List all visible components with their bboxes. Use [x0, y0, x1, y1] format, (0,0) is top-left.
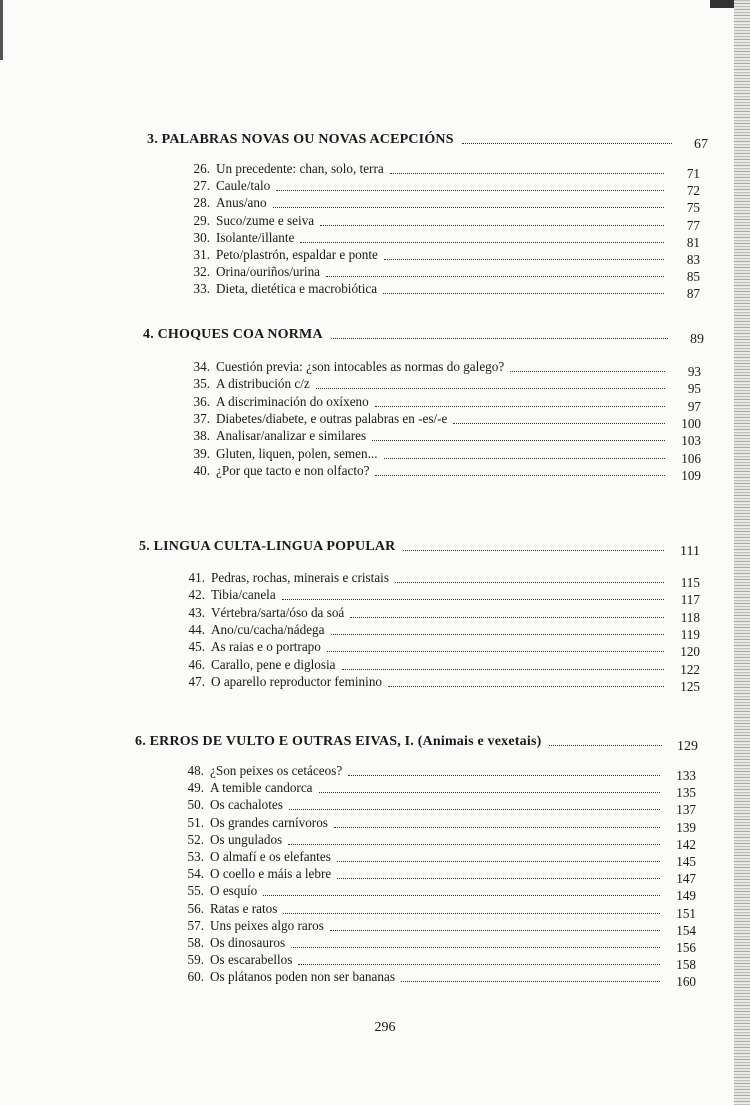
toc-entry: [188, 194, 700, 216]
dot-leader: [510, 370, 665, 372]
section-page-number: 89: [690, 332, 704, 347]
entry-number: 51.: [187, 814, 204, 830]
toc-entry: [182, 951, 696, 973]
entry-title: Anus/ano: [216, 195, 267, 211]
entry-page-number: 133: [676, 768, 696, 783]
entry-title: Suco/zume e seiva: [216, 212, 315, 228]
entry-page-number: 160: [676, 974, 696, 990]
dot-leader: [390, 172, 664, 174]
toc-entry: [182, 865, 696, 887]
entry-page-number: 83: [686, 252, 700, 267]
section-title: 3. PALABRAS NOVAS OU NOVAS ACEPCIÓNS: [147, 132, 454, 147]
entry-title: Diabetes/diabete, e outras palabras en -es/-e: [216, 410, 448, 426]
toc-entry: [188, 358, 701, 379]
dot-leader: [273, 206, 664, 208]
entry-page-number: 125: [680, 678, 700, 694]
entry-number: 45.: [188, 639, 205, 655]
dot-leader: [462, 142, 672, 144]
dot-leader: [283, 912, 660, 914]
entry-page-number: 87: [686, 286, 700, 302]
dot-leader: [337, 860, 660, 862]
toc-entry: [182, 762, 696, 783]
entry-number: 50.: [187, 797, 204, 813]
section-title: 5. LINGUA CULTA-LINGUA POPULAR: [139, 539, 396, 554]
dot-leader: [372, 439, 665, 441]
dot-leader: [291, 946, 660, 948]
entry-number: 57.: [187, 917, 204, 933]
dot-leader: [342, 668, 664, 670]
entry-page-number: 118: [680, 609, 700, 625]
entry-page-number: 71: [686, 166, 700, 181]
dot-leader: [350, 616, 664, 618]
entry-number: 60.: [187, 969, 204, 985]
entry-page-number: 137: [676, 802, 696, 818]
entry-title: Os plátanos poden non ser bananas: [210, 969, 395, 985]
toc-entry: [182, 814, 696, 835]
entry-number: 36.: [193, 393, 210, 409]
entry-title: O almafí e os elefantes: [210, 849, 331, 864]
entry-title: Orina/ouriños/urina: [216, 264, 321, 280]
dot-leader: [384, 457, 665, 459]
entry-number: 39.: [193, 445, 210, 461]
entry-page-number: 72: [686, 183, 700, 199]
entry-title: ¿Por que tacto e non olfacto?: [216, 462, 370, 478]
toc-entry: [182, 968, 696, 990]
entry-number: 28.: [193, 195, 210, 211]
entry-page-number: 147: [676, 871, 696, 887]
dot-leader: [334, 826, 660, 828]
toc-entry: [182, 848, 696, 869]
dot-leader: [549, 744, 662, 746]
toc-entry: [188, 263, 700, 285]
toc-entry: [188, 280, 700, 302]
entry-title: O esquío: [210, 883, 258, 899]
entry-number: 48.: [187, 763, 204, 778]
entry-title: Un precedente: chan, solo, terra: [216, 161, 384, 176]
entry-title: Peto/plastrón, espaldar e ponte: [216, 247, 378, 262]
entry-page-number: 122: [680, 661, 700, 677]
dot-leader: [331, 337, 668, 339]
dot-leader: [326, 275, 664, 277]
scan-edge-right: [734, 0, 750, 1105]
entry-number: 27.: [193, 178, 210, 194]
dot-leader: [375, 474, 665, 476]
entry-number: 58.: [187, 935, 204, 950]
toc-entry: [182, 779, 696, 801]
entry-title: Analisar/analizar e similares: [216, 428, 367, 444]
toc-entry: [182, 917, 696, 938]
entry-page-number: 117: [680, 592, 700, 608]
entry-number: 26.: [193, 161, 210, 176]
entry-title: Isolante/illante: [216, 229, 295, 245]
entry-page-number: 115: [680, 575, 700, 590]
entry-number: 38.: [193, 428, 210, 444]
entry-number: 59.: [187, 952, 204, 968]
entry-title: Tibia/canela: [211, 587, 276, 603]
toc-entry: [188, 462, 701, 483]
entry-page-number: 120: [680, 644, 700, 660]
dot-leader: [331, 633, 665, 635]
entry-number: 47.: [188, 673, 205, 689]
entry-page-number: 103: [681, 433, 701, 449]
entry-number: 30.: [193, 229, 210, 245]
entry-number: 42.: [188, 587, 205, 603]
dot-leader: [384, 258, 664, 260]
section-page-number: 67: [694, 137, 708, 152]
entry-number: 56.: [187, 900, 204, 916]
entry-number: 34.: [193, 359, 210, 374]
dot-leader: [300, 241, 664, 243]
dot-leader: [263, 894, 660, 896]
entry-page-number: 154: [676, 922, 696, 938]
toc-entry: [183, 604, 700, 625]
entry-title: A temible candorca: [210, 780, 313, 796]
entry-title: Dieta, dietética e macrobiótica: [216, 281, 378, 297]
entry-number: 41.: [188, 570, 205, 585]
entry-number: 40.: [193, 462, 210, 478]
entry-page-number: 81: [686, 234, 700, 250]
entry-page-number: 145: [676, 854, 696, 869]
entry-title: As raias e o portrapo: [211, 639, 321, 655]
toc-entry: [188, 375, 701, 397]
entry-page-number: 135: [676, 785, 696, 801]
entry-number: 53.: [187, 849, 204, 864]
section-title: 4. CHOQUES COA NORMA: [143, 327, 323, 342]
entry-number: 55.: [187, 883, 204, 899]
toc-entry: [183, 638, 700, 660]
entry-title: Carallo, pene e diglosia: [211, 656, 336, 672]
entry-title: Vértebra/sarta/óso da soá: [211, 604, 345, 620]
page-number-footer: 296: [374, 1020, 396, 1035]
dot-leader: [282, 598, 664, 600]
dot-leader: [327, 650, 664, 652]
dot-leader: [388, 685, 664, 687]
entry-title: Ratas e ratos: [210, 900, 278, 916]
entry-title: Os ungulados: [210, 831, 283, 847]
dot-leader: [401, 980, 660, 982]
toc-entry: [188, 160, 700, 181]
entry-title: O coello e máis a lebre: [210, 866, 332, 882]
entry-title: Uns peixes algo raros: [210, 917, 324, 933]
entry-title: Cuestión previa: ¿son intocables as normas do galego?: [216, 359, 505, 374]
section-heading: [139, 535, 700, 559]
entry-title: A discriminación do oxíxeno: [216, 393, 369, 409]
toc-entry: [188, 427, 701, 449]
entry-number: 31.: [193, 247, 210, 262]
entry-page-number: 156: [676, 940, 696, 955]
entry-number: 54.: [187, 866, 204, 882]
entry-page-number: 139: [676, 819, 696, 835]
dot-leader: [330, 929, 660, 931]
entry-number: 44.: [188, 621, 205, 637]
entry-title: O aparello reproductor feminino: [211, 673, 383, 689]
dot-leader: [395, 581, 664, 583]
entry-page-number: 95: [687, 381, 701, 397]
dot-leader: [383, 292, 664, 294]
toc-entry: [188, 410, 701, 431]
entry-number: 52.: [187, 831, 204, 847]
entry-title: Gluten, liquen, polen, semen...: [216, 445, 378, 461]
scan-edge-left: [0, 0, 3, 60]
dot-leader: [298, 963, 660, 965]
entry-title: ¿Son peixes os cetáceos?: [210, 763, 343, 778]
entry-title: Os dinosauros: [210, 935, 286, 950]
entry-title: Pedras, rochas, minerais e cristais: [211, 570, 389, 585]
entry-title: Os cachalotes: [210, 797, 283, 813]
entry-title: A distribución c/z: [216, 376, 310, 392]
toc-entry: [182, 900, 696, 921]
entry-number: 37.: [193, 410, 210, 426]
toc-entry: [188, 177, 700, 199]
toc-entry: [183, 621, 700, 642]
dot-leader: [276, 189, 664, 191]
entry-page-number: 151: [676, 905, 696, 921]
toc-entry: [183, 656, 700, 677]
dot-leader: [453, 422, 665, 424]
entry-number: 29.: [193, 212, 210, 228]
section-page-number: 129: [677, 739, 698, 754]
toc-entry: [188, 246, 700, 267]
toc-entry: [182, 934, 696, 955]
entry-page-number: 106: [681, 450, 701, 466]
entry-page-number: 93: [687, 364, 701, 379]
dot-leader: [319, 791, 660, 793]
dot-leader: [320, 224, 664, 226]
entry-page-number: 75: [686, 200, 700, 216]
entry-number: 49.: [187, 780, 204, 796]
toc-entry: [188, 212, 700, 233]
entry-page-number: 97: [687, 398, 701, 414]
entry-page-number: 158: [676, 957, 696, 973]
section-heading: [135, 730, 698, 754]
entry-page-number: 77: [686, 217, 700, 233]
entry-number: 32.: [193, 264, 210, 280]
section-page-number: 111: [680, 544, 700, 559]
dot-leader: [288, 843, 660, 845]
dot-leader: [403, 549, 664, 551]
toc-entry: [188, 393, 701, 414]
toc-entry: [183, 673, 700, 694]
section-heading: [147, 128, 708, 152]
entry-number: 35.: [193, 376, 210, 392]
dot-leader: [316, 387, 665, 389]
dot-leader: [337, 877, 660, 879]
toc-entry: [183, 586, 700, 608]
dot-leader: [348, 774, 660, 776]
entry-title: Ano/cu/cacha/nádega: [211, 621, 325, 637]
entry-page-number: 149: [676, 888, 696, 904]
toc-entry: [183, 569, 700, 590]
entry-page-number: 142: [676, 836, 696, 852]
toc-entry: [188, 445, 701, 466]
toc-entry: [182, 882, 696, 904]
entry-title: Os grandes carnívoros: [210, 814, 328, 830]
entry-number: 43.: [188, 604, 205, 620]
toc-entry: [182, 796, 696, 818]
entry-number: 46.: [188, 656, 205, 672]
entry-title: Os escarabellos: [210, 952, 293, 968]
toc-entry: [188, 229, 700, 250]
dot-leader: [375, 405, 665, 407]
section-heading: [143, 323, 704, 347]
entry-number: 33.: [193, 281, 210, 297]
entry-title: Caule/talo: [216, 178, 271, 194]
entry-page-number: 119: [680, 626, 700, 642]
entry-page-number: 85: [686, 269, 700, 285]
entry-page-number: 100: [681, 415, 701, 431]
section-title: 6. ERROS DE VULTO E OUTRAS EIVAS, I. (Animais e vexetais): [135, 734, 542, 749]
toc-entry: [182, 831, 696, 852]
entry-page-number: 109: [681, 467, 701, 483]
dot-leader: [289, 808, 660, 810]
